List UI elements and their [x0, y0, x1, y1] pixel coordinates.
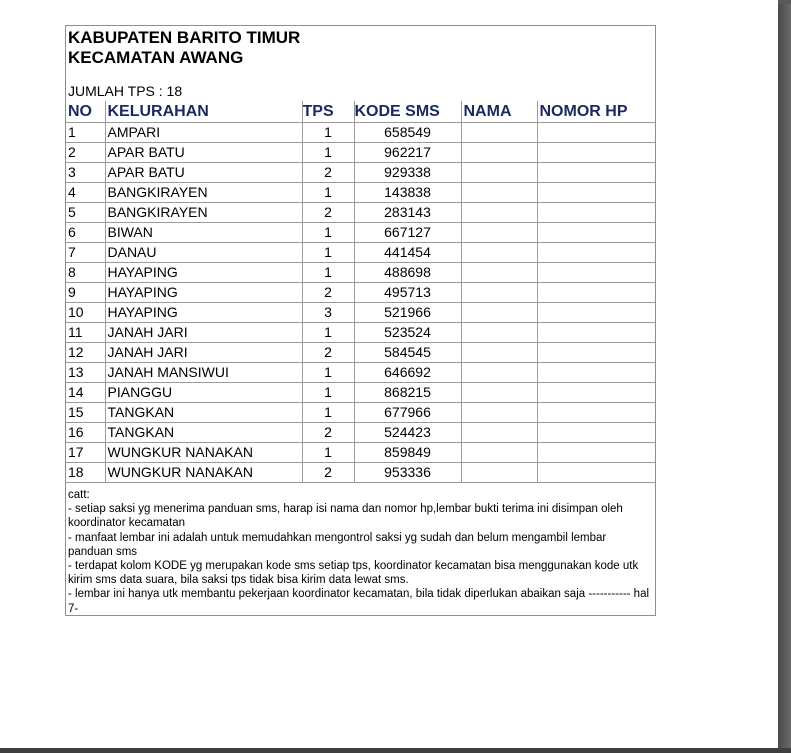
table-header-row: [66, 101, 655, 123]
cell-kelurahan: APAR BATU: [105, 143, 302, 163]
cell-kode-sms: 953336: [354, 463, 461, 483]
cell-nama: [461, 243, 537, 263]
cell-nomor-hp: [537, 403, 655, 423]
cell-no: 5: [66, 203, 105, 223]
cell-nama: [461, 303, 537, 323]
cell-kelurahan: JANAH JARI: [105, 323, 302, 343]
table-row: [66, 383, 655, 403]
cell-nomor-hp: [537, 323, 655, 343]
cell-kelurahan: HAYAPING: [105, 283, 302, 303]
cell-kelurahan: HAYAPING: [105, 263, 302, 283]
cell-nomor-hp: [537, 383, 655, 403]
table-row: [66, 123, 655, 143]
cell-no: 11: [66, 323, 105, 343]
cell-kode-sms: 646692: [354, 363, 461, 383]
column-header-no: NO: [66, 101, 105, 123]
page-shadow-right: [778, 4, 791, 753]
cell-kode-sms: 524423: [354, 423, 461, 443]
sheet: [65, 25, 656, 616]
cell-nomor-hp: [537, 363, 655, 383]
cell-no: 6: [66, 223, 105, 243]
cell-kelurahan: JANAH JARI: [105, 343, 302, 363]
cell-nama: [461, 343, 537, 363]
cell-tps: 1: [302, 243, 354, 263]
cell-kelurahan: TANGKAN: [105, 403, 302, 423]
column-header-tps: TPS: [302, 101, 354, 123]
cell-nomor-hp: [537, 243, 655, 263]
cell-tps: 3: [302, 303, 354, 323]
jumlah-tps: JUMLAH TPS : 18: [68, 83, 183, 99]
cell-nomor-hp: [537, 183, 655, 203]
cell-no: 16: [66, 423, 105, 443]
cell-kelurahan: BIWAN: [105, 223, 302, 243]
cell-nomor-hp: [537, 163, 655, 183]
cell-no: 8: [66, 263, 105, 283]
cell-kode-sms: 521966: [354, 303, 461, 323]
cell-no: 18: [66, 463, 105, 483]
column-header-kode-sms: KODE SMS: [354, 101, 461, 123]
cell-kode-sms: 962217: [354, 143, 461, 163]
cell-kode-sms: 495713: [354, 283, 461, 303]
cell-no: 9: [66, 283, 105, 303]
note-item: - terdapat kolom KODE yg merupakan kode sms setiap tps, koordinator kecamatan bisa menggunakan kode utk kirim sms data suara, bila saksi tps tidak bisa kirim data lewat sms.: [68, 560, 639, 587]
cell-no: 4: [66, 183, 105, 203]
cell-kelurahan: BANGKIRAYEN: [105, 203, 302, 223]
table-row: [66, 363, 655, 383]
cell-kode-sms: 658549: [354, 123, 461, 143]
cell-kode-sms: 488698: [354, 263, 461, 283]
cell-kode-sms: 283143: [354, 203, 461, 223]
table-row: [66, 403, 655, 423]
cell-nama: [461, 223, 537, 243]
table-row: [66, 183, 655, 203]
cell-kode-sms: 929338: [354, 163, 461, 183]
cell-kelurahan: PIANGGU: [105, 383, 302, 403]
cell-tps: 1: [302, 443, 354, 463]
note-item: - lembar ini hanya utk membantu pekerjaan koordinator kecamatan, bila tidak diperlukan abaikan saja ----------- hal 7-: [68, 588, 650, 615]
cell-nomor-hp: [537, 263, 655, 283]
cell-nama: [461, 203, 537, 223]
cell-tps: 1: [302, 143, 354, 163]
cell-nomor-hp: [537, 303, 655, 323]
cell-tps: 2: [302, 343, 354, 363]
table-row: [66, 203, 655, 223]
table-row: [66, 463, 655, 483]
cell-no: 12: [66, 343, 105, 363]
table-row: [66, 243, 655, 263]
cell-kode-sms: 868215: [354, 383, 461, 403]
cell-no: 13: [66, 363, 105, 383]
table-row: [66, 323, 655, 343]
table-row: [66, 143, 655, 163]
table-row: [66, 163, 655, 183]
cell-nama: [461, 423, 537, 443]
cell-tps: 2: [302, 283, 354, 303]
cell-nama: [461, 123, 537, 143]
cell-nama: [461, 403, 537, 423]
cell-nomor-hp: [537, 443, 655, 463]
column-header-nomor-hp: NOMOR HP: [537, 101, 655, 123]
column-header-nama: NAMA: [461, 101, 537, 123]
cell-no: 15: [66, 403, 105, 423]
cell-nomor-hp: [537, 223, 655, 243]
table-row: [66, 443, 655, 463]
cell-nama: [461, 163, 537, 183]
cell-nama: [461, 363, 537, 383]
cell-nama: [461, 323, 537, 343]
title-kabupaten: KABUPATEN BARITO TIMUR: [68, 28, 301, 47]
cell-nama: [461, 283, 537, 303]
cell-tps: 1: [302, 183, 354, 203]
note-item: - setiap saksi yg menerima panduan sms, harap isi nama dan nomor hp,lembar bukti terima ini disimpan oleh koordinator kecamatan: [68, 503, 623, 530]
table-row: [66, 223, 655, 243]
notes-heading: catt:: [68, 489, 90, 501]
cell-kelurahan: DANAU: [105, 243, 302, 263]
cell-kode-sms: 523524: [354, 323, 461, 343]
cell-no: 7: [66, 243, 105, 263]
cell-kelurahan: JANAH MANSIWUI: [105, 363, 302, 383]
cell-nama: [461, 463, 537, 483]
title-kecamatan: KECAMATAN AWANG: [68, 48, 244, 67]
cell-kelurahan: WUNGKUR NANAKAN: [105, 443, 302, 463]
column-header-kelurahan: KELURAHAN: [105, 101, 302, 123]
cell-tps: 1: [302, 323, 354, 343]
cell-tps: 1: [302, 383, 354, 403]
cell-nomor-hp: [537, 343, 655, 363]
cell-no: 17: [66, 443, 105, 463]
cell-kelurahan: AMPARI: [105, 123, 302, 143]
cell-tps: 2: [302, 463, 354, 483]
cell-tps: 1: [302, 403, 354, 423]
cell-nomor-hp: [537, 123, 655, 143]
cell-kode-sms: 441454: [354, 243, 461, 263]
cell-kode-sms: 859849: [354, 443, 461, 463]
cell-no: 1: [66, 123, 105, 143]
cell-nama: [461, 143, 537, 163]
cell-kode-sms: 667127: [354, 223, 461, 243]
table-row: [66, 283, 655, 303]
note-item: - manfaat lembar ini adalah untuk memudahkan mengontrol saksi yg sudah dan belum mengambil lembar panduan sms: [68, 531, 607, 558]
page-shadow-bottom: [0, 748, 791, 753]
notes: [68, 488, 652, 616]
table-row: [66, 303, 655, 323]
cell-tps: 2: [302, 203, 354, 223]
table-row: [66, 343, 655, 363]
cell-nomor-hp: [537, 463, 655, 483]
cell-nomor-hp: [537, 283, 655, 303]
cell-tps: 1: [302, 223, 354, 243]
cell-tps: 2: [302, 423, 354, 443]
cell-nama: [461, 443, 537, 463]
cell-no: 10: [66, 303, 105, 323]
cell-kelurahan: HAYAPING: [105, 303, 302, 323]
table-row: [66, 423, 655, 443]
cell-tps: 1: [302, 263, 354, 283]
cell-nomor-hp: [537, 143, 655, 163]
cell-tps: 1: [302, 123, 354, 143]
cell-kode-sms: 584545: [354, 343, 461, 363]
cell-tps: 2: [302, 163, 354, 183]
cell-kelurahan: APAR BATU: [105, 163, 302, 183]
cell-no: 2: [66, 143, 105, 163]
cell-tps: 1: [302, 363, 354, 383]
tps-table: [66, 101, 655, 483]
cell-nama: [461, 183, 537, 203]
cell-nomor-hp: [537, 203, 655, 223]
cell-kode-sms: 677966: [354, 403, 461, 423]
cell-no: 3: [66, 163, 105, 183]
cell-no: 14: [66, 383, 105, 403]
cell-kode-sms: 143838: [354, 183, 461, 203]
table-row: [66, 263, 655, 283]
cell-kelurahan: TANGKAN: [105, 423, 302, 443]
cell-kelurahan: WUNGKUR NANAKAN: [105, 463, 302, 483]
cell-nama: [461, 263, 537, 283]
cell-nama: [461, 383, 537, 403]
cell-nomor-hp: [537, 423, 655, 443]
cell-kelurahan: BANGKIRAYEN: [105, 183, 302, 203]
